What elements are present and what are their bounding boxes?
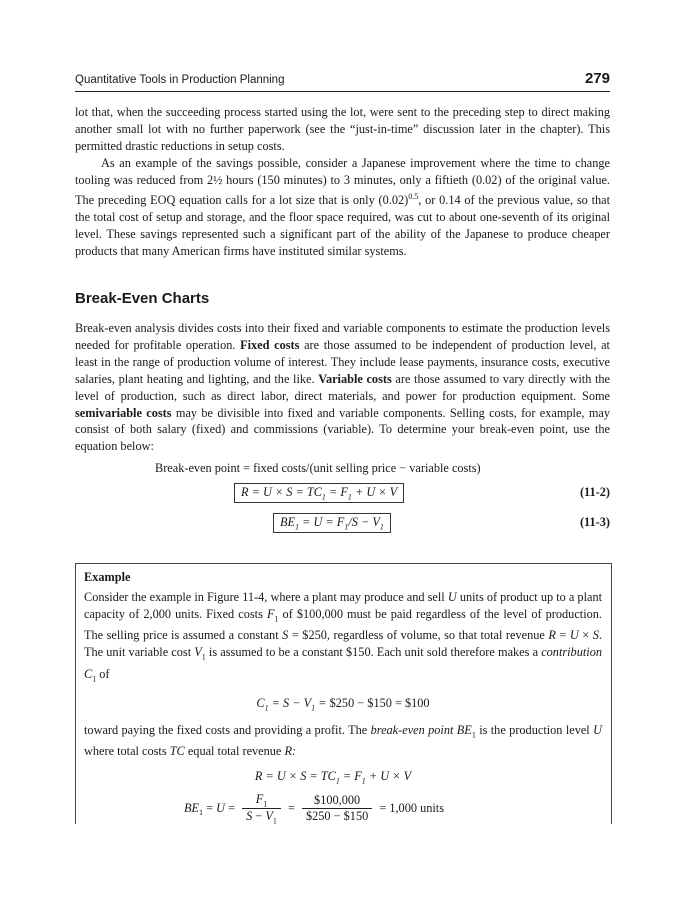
break-even-formula-text: Break-even point = fixed costs/(unit selling price − variable costs) xyxy=(155,461,481,475)
example-title: Example xyxy=(84,570,131,584)
page-number: 279 xyxy=(584,70,610,87)
equation-11-3: $BE_1 = U = F_1/S - V_1$ xyxy=(273,513,391,533)
example-paragraph-1: Consider the example in Figure 11-4, where a plant may produce and sell U units of product up to a plant capacity of 2,000 units. Fixed costs $F_1$ of $100,000 must be paid regardless of the level of production. The selling price is assumed a constant S = $250, regardless of volume, so that total revenue R = U × S. The unit variable cost $V_1$ is assumed to be a constant $150. Each unit sold therefore makes a contribution $C_1$ of xyxy=(84,590,603,684)
break-even-calculation: $BE_1 = U$ = $\frac{F_1}{S - V_1}$ = $\frac{\$100,000}{\$250 - \$150}$ = 1,000 units xyxy=(184,791,444,826)
running-header-title: Quantitative Tools in Production Planning xyxy=(75,74,285,86)
running-header xyxy=(75,72,610,90)
equation-11-2: $R = U \times S = TC_1 = F_1 + U \times V$ xyxy=(234,483,404,503)
equation-label-11-3: (11-3) xyxy=(579,515,610,529)
section-heading: Break-Even Charts xyxy=(75,290,210,307)
paragraph-continued: lot that, when the succeeding process started using the lot, were sent to the preceding step to direct making another small lot with no further paperwork (see the “just-in-time” discussion later in the chapter). This permitted drastic reductions in setup costs. xyxy=(75,105,610,153)
equation-label-11-2: (11-2) xyxy=(579,485,610,499)
paragraph-japanese-example: As an example of the savings possible, consider a Japanese improvement where the time to change tooling was reduced from 2½ hours (150 minutes) to 3 minutes, only a fiftieth (0.02) of the original value. The preceding EOQ equation calls for a lot size that is only $(0.02)^{0.5}$, or 0.14 of the previous value, so that the total cost of setup and storage, and the floor space required, was cut to about one-seventh of its original level. These savings represented such a significant part of the ability of the Japanese to produce cheaper products that many American firms have instituted similar systems. xyxy=(75,156,611,258)
example-paragraph-2: toward paying the fixed costs and providing a profit. The break-even point $BE_1$ is the production level U where total costs TC equal total revenue R: xyxy=(84,722,602,759)
contribution-equation: $C_1 = S - V_1$ = $250 − $150 = $100 xyxy=(256,696,430,713)
example-result: = 1,000 units xyxy=(379,800,444,815)
example-box xyxy=(75,563,612,824)
header-rule xyxy=(75,91,610,92)
paragraph-break-even: Break-even analysis divides costs into their fixed and variable components to estimate the production levels needed for profitable operation. Fixed costs are those assumed to be independent of production level, at least in the range of production volume of interest. They include lease payments, insurance costs, executive salaries, plant heating and lighting, and the like. Variable costs are those assumed to vary directly with the level of production, such as direct labor, direct materials, and power for production equipment. Some semivariable costs may be divisible into fixed and variable components. Selling costs, for example, may consist of both salary (fixed) and commissions (variable). To determine your break-even point, use the equation below: xyxy=(75,321,611,454)
revenue-equation: $R = U \times S = TC_1 = F_1 + U \times V$ xyxy=(254,769,412,786)
